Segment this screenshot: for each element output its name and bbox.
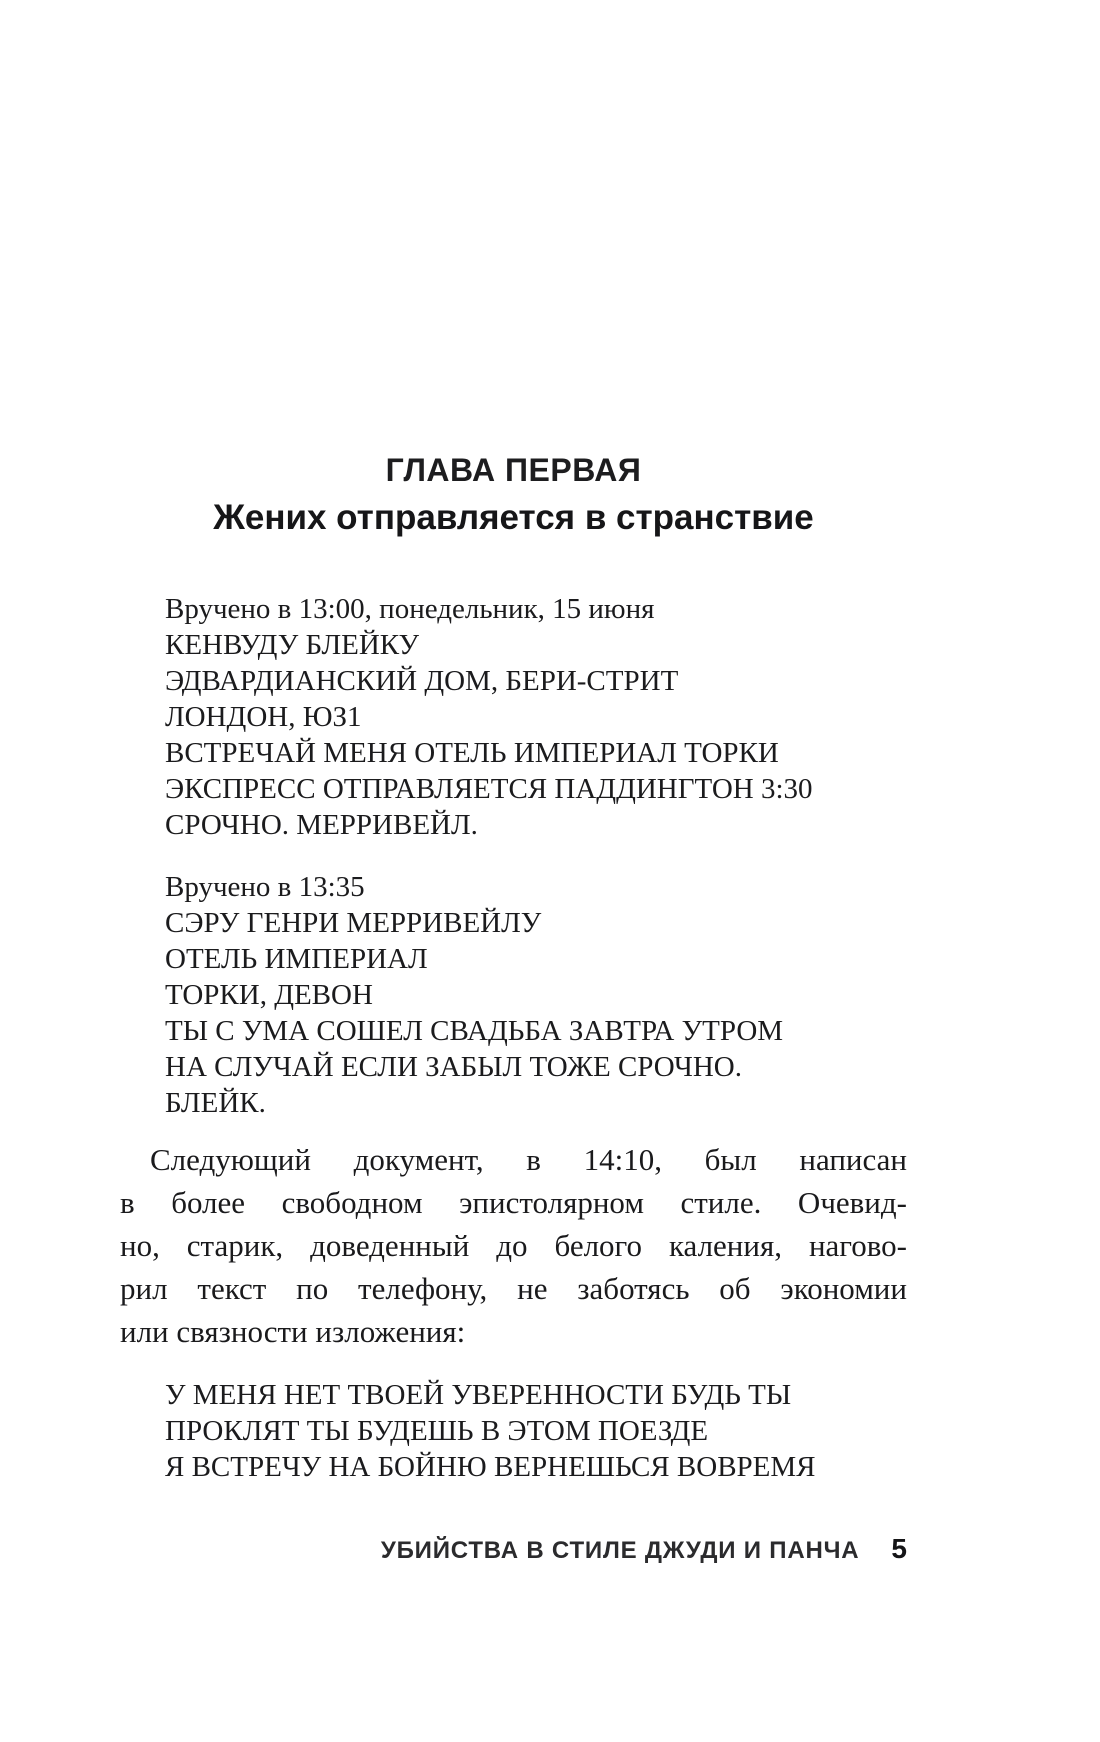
text-line: СРОЧНО. МЕРРИВЕЙЛ. xyxy=(165,809,478,841)
text-line: КЕНВУДУ БЛЕЙКУ xyxy=(165,629,420,661)
text-line: НА СЛУЧАЙ ЕСЛИ ЗАБЫЛ ТОЖЕ СРОЧНО. xyxy=(165,1051,742,1083)
text-line: ПРОКЛЯТ ТЫ БУДЕШЬ В ЭТОМ ПОЕЗДЕ xyxy=(165,1415,709,1447)
telegram-block-2 xyxy=(165,869,925,1121)
telegram-block-3 xyxy=(165,1377,925,1485)
text-line: или связности изложения: xyxy=(120,1314,466,1349)
running-title: УБИЙСТВА В СТИЛЕ ДЖУДИ И ПАНЧА xyxy=(380,1537,860,1564)
text-line: ТОРКИ, ДЕВОН xyxy=(165,979,373,1011)
text-line: но, старик, доведенный до белого каления, нагово- xyxy=(120,1228,907,1263)
narrative-paragraph xyxy=(120,1138,907,1353)
text-line: ВСТРЕЧАЙ МЕНЯ ОТЕЛЬ ИМПЕРИАЛ ТОРКИ xyxy=(165,737,779,769)
text-line: ЭКСПРЕСС ОТПРАВЛЯЕТСЯ ПАДДИНГТОН 3:30 xyxy=(165,773,813,805)
text-line: в более свободном эпистолярном стиле. Очевид- xyxy=(120,1185,907,1220)
text-line: рил текст по телефону, не заботясь об экономии xyxy=(120,1271,907,1306)
text-line: ЛОНДОН, ЮЗ1 xyxy=(165,701,362,733)
text-line: Вручено в 13:00, понедельник, 15 июня xyxy=(165,593,655,625)
text-line: Следующий документ, в 14:10, был написан xyxy=(150,1142,907,1177)
text-line: СЭРУ ГЕНРИ МЕРРИВЕЙЛУ xyxy=(165,907,542,939)
text-line: ОТЕЛЬ ИМПЕРИАЛ xyxy=(165,943,428,975)
text-line: У МЕНЯ НЕТ ТВОЕЙ УВЕРЕННОСТИ БУДЬ ТЫ xyxy=(165,1379,792,1411)
text-line: БЛЕЙК. xyxy=(165,1087,266,1119)
page-number: 5 xyxy=(891,1533,907,1564)
text-line: Я ВСТРЕЧУ НА БОЙНЮ ВЕРНЕШЬСЯ ВОВРЕМЯ xyxy=(165,1451,816,1483)
text-line: ТЫ С УМА СОШЕЛ СВАДЬБА ЗАВТРА УТРОМ xyxy=(165,1015,784,1047)
telegram-block-1 xyxy=(165,591,925,843)
text-line: Вручено в 13:35 xyxy=(165,871,365,903)
chapter-title: ГЛАВА ПЕРВАЯ xyxy=(385,452,642,488)
page-footer xyxy=(120,1533,907,1565)
chapter-subtitle: Жених отправляется в странствие xyxy=(213,498,814,537)
text-line: ЭДВАРДИАНСКИЙ ДОМ, БЕРИ-СТРИТ xyxy=(165,665,679,697)
